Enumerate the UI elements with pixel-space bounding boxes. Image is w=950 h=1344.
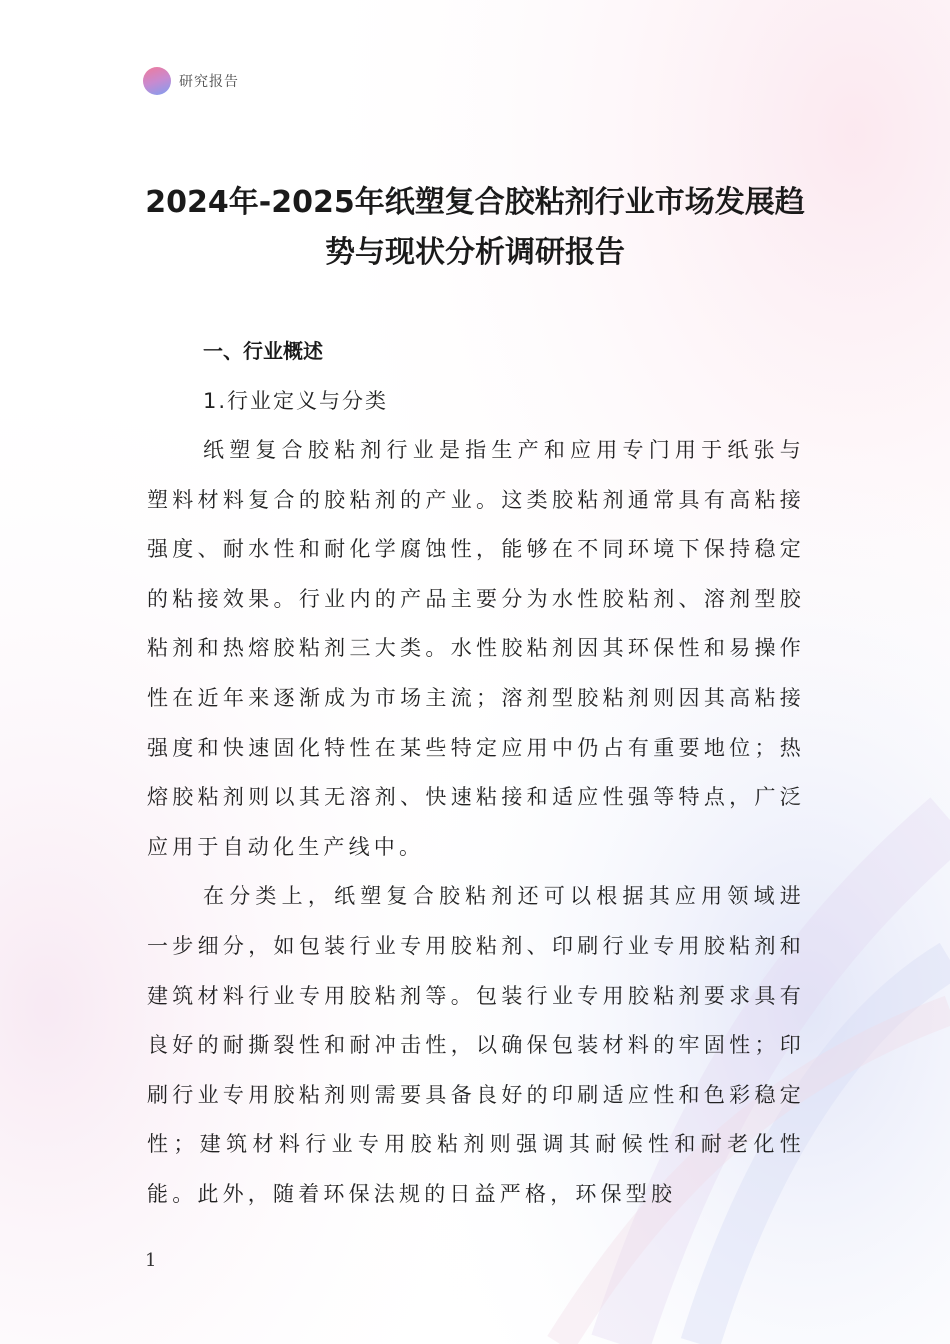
logo-icon (143, 67, 171, 95)
document-body (147, 326, 805, 1220)
document-title: 2024年-2025年纸塑复合胶粘剂行业市场发展趋势与现状分析调研报告 (145, 185, 805, 270)
section-heading: 一、行业概述 (203, 339, 323, 363)
paragraph: 纸塑复合胶粘剂行业是指生产和应用专门用于纸张与塑料材料复合的胶粘剂的产业。这类胶粘剂通常具有高粘接强度、耐水性和耐化学腐蚀性，能够在不同环境下保持稳定的粘接效果。行业内的产品主要分为水性胶粘剂、溶剂型胶粘剂和热熔胶粘剂三大类。水性胶粘剂因其环保性和易操作性在近年来逐渐成为市场主流；溶剂型胶粘剂则因其高粘接强度和快速固化特性在某些特定应用中仍占有重要地位；热熔胶粘剂则以其无溶剂、快速粘接和适应性强等特点，广泛应用于自动化生产线中。 (147, 438, 805, 859)
subsection-heading: 1.行业定义与分类 (203, 389, 389, 413)
header-label: 研究报告 (179, 74, 239, 90)
paragraph: 在分类上，纸塑复合胶粘剂还可以根据其应用领域进一步细分，如包装行业专用胶粘剂、印刷行业专用胶粘剂和建筑材料行业专用胶粘剂等。包装行业专用胶粘剂要求具有良好的耐撕裂性和耐冲击性，以确保包装材料的牢固性；印刷行业专用胶粘剂则需要具备良好的印刷适应性和色彩稳定性；建筑材料行业专用胶粘剂则强调其耐候性和耐老化性能。此外，随着环保法规的日益严格，环保型胶 (147, 884, 805, 1206)
page-number: 1 (145, 1250, 157, 1271)
report-header (143, 66, 239, 96)
